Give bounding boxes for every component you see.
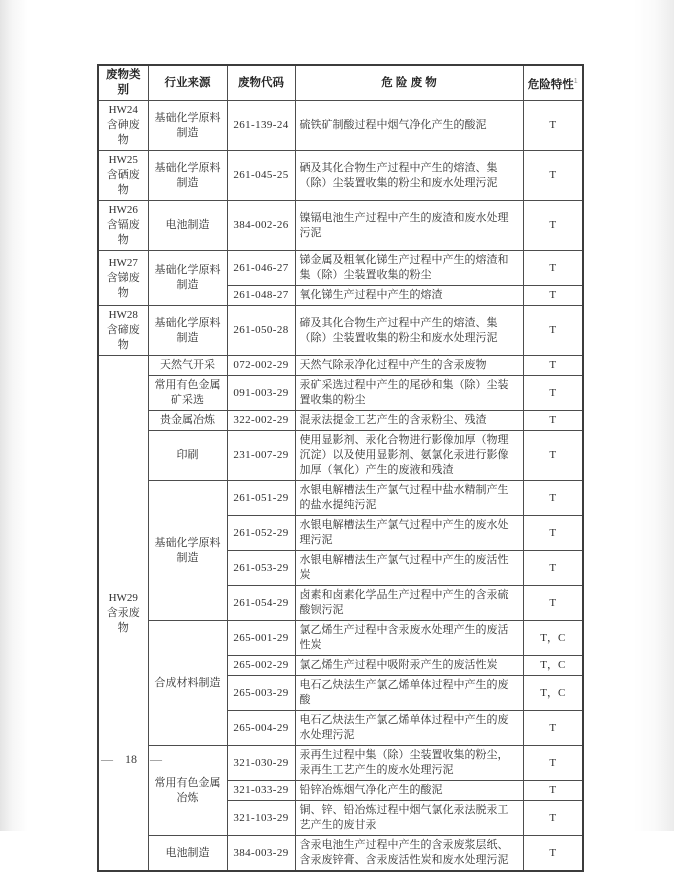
table-row	[98, 356, 583, 376]
waste-code-cell: 091-003-29	[227, 376, 295, 411]
hazardous-waste-cell: 电石乙炔法生产氯乙烯单体过程中产生的废水处理污泥	[295, 711, 523, 746]
header-waste-code: 废物代码	[227, 65, 295, 101]
hazard-trait-cell: T	[523, 376, 583, 411]
waste-category-name: 含汞废物	[106, 606, 140, 634]
hazard-trait-cell: T	[523, 551, 583, 586]
table-row	[98, 201, 583, 251]
table-row	[98, 836, 583, 872]
hazard-trait-cell: T	[523, 101, 583, 151]
waste-code-cell: 321-033-29	[227, 781, 295, 801]
table-row	[98, 481, 583, 516]
hazardous-waste-cell: 水银电解槽法生产氯气过程中产生的废水处理污泥	[295, 516, 523, 551]
waste-code-cell: 261-048-27	[227, 286, 295, 306]
industry-source-cell: 基础化学原料制造	[148, 481, 227, 621]
waste-category-id: HW27	[108, 256, 138, 269]
hazardous-waste-cell: 卤素和卤素化学品生产过程中产生的含汞硫酸钡污泥	[295, 586, 523, 621]
waste-category-cell	[98, 251, 148, 306]
hazard-trait-cell: T	[523, 781, 583, 801]
page-footer	[101, 752, 161, 767]
header-hazard-trait	[523, 65, 583, 101]
waste-code-cell: 384-002-26	[227, 201, 295, 251]
hazardous-waste-cell: 硒及其化合物生产过程中产生的熔渣、集（除）尘装置收集的粉尘和废水处理污泥	[295, 151, 523, 201]
table-row	[98, 411, 583, 431]
waste-code-cell: 261-045-25	[227, 151, 295, 201]
hazardous-waste-cell: 汞再生过程中集（除）尘装置收集的粉尘，汞再生工艺产生的废水处理污泥	[295, 746, 523, 781]
hazardous-waste-cell: 锑金属及粗氧化锑生产过程中产生的熔渣和集（除）尘装置收集的粉尘	[295, 251, 523, 286]
footer-left-dash: —	[101, 752, 112, 766]
hazard-trait-cell: T，C	[523, 621, 583, 656]
table-row	[98, 746, 583, 781]
header-hazard-trait-note: 1	[573, 77, 578, 85]
page-left-edge-shadow	[0, 0, 28, 831]
hazard-trait-cell: T	[523, 356, 583, 376]
waste-code-cell: 265-001-29	[227, 621, 295, 656]
waste-category-id: HW25	[108, 154, 138, 166]
waste-code-cell: 261-054-29	[227, 586, 295, 621]
hazardous-waste-cell: 混汞法提金工艺产生的含汞粉尘、残渣	[295, 411, 523, 431]
industry-source-cell: 常用有色金属冶炼	[148, 746, 227, 836]
table-row	[98, 251, 583, 286]
industry-source-cell: 基础化学原料制造	[148, 101, 227, 151]
waste-code-cell: 265-002-29	[227, 656, 295, 676]
waste-code-cell: 261-050-28	[227, 306, 295, 356]
waste-category-name: 含砷废物	[106, 119, 140, 146]
hazard-trait-cell: T	[523, 306, 583, 356]
hazard-trait-cell: T	[523, 411, 583, 431]
hazard-trait-cell: T	[523, 481, 583, 516]
waste-code-cell: 265-003-29	[227, 676, 295, 711]
hazardous-waste-cell: 天然气除汞净化过程中产生的含汞废物	[295, 356, 523, 376]
industry-source-cell: 常用有色金属矿采选	[148, 376, 227, 411]
hazard-trait-cell: T	[523, 746, 583, 781]
hazardous-waste-cell: 镍镉电池生产过程中产生的废渣和废水处理污泥	[295, 201, 523, 251]
hazard-trait-cell: T	[523, 201, 583, 251]
hazardous-waste-table	[97, 64, 584, 872]
hazard-trait-cell: T	[523, 431, 583, 481]
hazardous-waste-cell: 水银电解槽法生产氯气过程中盐水精制产生的盐水提纯污泥	[295, 481, 523, 516]
waste-category-cell	[98, 151, 148, 201]
hazardous-waste-cell: 电石乙炔法生产氯乙烯单体过程中产生的废酸	[295, 676, 523, 711]
waste-code-cell: 265-004-29	[227, 711, 295, 746]
hazard-trait-cell: T	[523, 286, 583, 306]
hazard-trait-cell: T	[523, 516, 583, 551]
waste-category-cell	[98, 201, 148, 251]
hazardous-waste-cell: 氯乙烯生产过程中含汞废水处理产生的废活性炭	[295, 621, 523, 656]
industry-source-cell: 基础化学原料制造	[148, 151, 227, 201]
industry-source-cell: 天然气开采	[148, 356, 227, 376]
waste-code-cell: 072-002-29	[227, 356, 295, 376]
waste-code-cell: 261-053-29	[227, 551, 295, 586]
hazardous-waste-cell: 碲及其化合物生产过程中产生的熔渣、集（除）尘装置收集的粉尘和废水处理污泥	[295, 306, 523, 356]
waste-code-cell: 384-003-29	[227, 836, 295, 872]
hazardous-waste-cell: 汞矿采选过程中产生的尾砂和集（除）尘装置收集的粉尘	[295, 376, 523, 411]
waste-category-name: 含锑废物	[106, 271, 140, 299]
hazardous-waste-cell: 铅锌冶炼烟气净化产生的酸泥	[295, 781, 523, 801]
waste-category-id: HW28	[108, 309, 138, 321]
table-row	[98, 306, 583, 356]
waste-category-id: HW26	[108, 204, 138, 216]
waste-code-cell: 261-052-29	[227, 516, 295, 551]
table-row	[98, 151, 583, 201]
header-hazard-trait-label: 危险特性	[527, 78, 574, 91]
hazard-trait-cell: T	[523, 801, 583, 836]
hazardous-waste-cell: 水银电解槽法生产氯气过程中产生的废活性炭	[295, 551, 523, 586]
waste-category-cell	[98, 306, 148, 356]
table-row	[98, 101, 583, 151]
hazardous-waste-cell: 含汞电池生产过程中产生的含汞废浆层纸、含汞废锌膏、含汞废活性炭和废水处理污泥	[295, 836, 523, 872]
waste-code-cell: 231-007-29	[227, 431, 295, 481]
waste-code-cell: 322-002-29	[227, 411, 295, 431]
industry-source-cell: 基础化学原料制造	[148, 306, 227, 356]
hazardous-waste-cell: 铜、锌、铅冶炼过程中烟气氯化汞法脱汞工艺产生的废甘汞	[295, 801, 523, 836]
waste-code-cell: 321-103-29	[227, 801, 295, 836]
hazard-trait-cell: T	[523, 836, 583, 872]
industry-source-cell: 电池制造	[148, 201, 227, 251]
table-header-row	[98, 65, 583, 101]
waste-category-name: 含碲废物	[106, 324, 140, 351]
table-row	[98, 376, 583, 411]
waste-code-cell: 261-046-27	[227, 251, 295, 286]
waste-code-cell: 261-139-24	[227, 101, 295, 151]
waste-category-name: 含镉废物	[106, 219, 140, 246]
industry-source-cell: 基础化学原料制造	[148, 251, 227, 306]
header-waste-category: 废物类别	[98, 65, 148, 101]
waste-code-cell: 261-051-29	[227, 481, 295, 516]
hazardous-waste-cell: 氯乙烯生产过程中吸附汞产生的废活性炭	[295, 656, 523, 676]
hazardous-waste-cell: 使用显影剂、汞化合物进行影像加厚（物理沉淀）以及使用显影剂、氨氯化汞进行影像加厚（氧化）产生的废液和残渣	[295, 431, 523, 481]
hazard-trait-cell: T	[523, 251, 583, 286]
waste-category-cell	[98, 356, 148, 872]
header-industry-source: 行业来源	[148, 65, 227, 101]
table-row	[98, 621, 583, 656]
page-right-edge-shadow	[634, 0, 674, 831]
waste-code-cell: 321-030-29	[227, 746, 295, 781]
hazard-trait-cell: T	[523, 711, 583, 746]
hazard-trait-cell: T	[523, 151, 583, 201]
waste-category-id: HW24	[108, 104, 138, 116]
header-hazardous-waste: 危 险 废 物	[295, 65, 523, 101]
industry-source-cell: 合成材料制造	[148, 621, 227, 746]
hazard-trait-cell: T，C	[523, 656, 583, 676]
industry-source-cell: 贵金属冶炼	[148, 411, 227, 431]
hazardous-waste-cell: 硫铁矿制酸过程中烟气净化产生的酸泥	[295, 101, 523, 151]
waste-category-id: HW29	[108, 591, 138, 604]
hazardous-waste-cell: 氧化锑生产过程中产生的熔渣	[295, 286, 523, 306]
waste-category-cell	[98, 101, 148, 151]
industry-source-cell: 印刷	[148, 431, 227, 481]
hazard-trait-cell: T，C	[523, 676, 583, 711]
waste-category-name: 含硒废物	[106, 169, 140, 196]
page-number: 18	[125, 752, 137, 766]
industry-source-cell: 电池制造	[148, 836, 227, 872]
table-body	[98, 101, 583, 872]
hazard-trait-cell: T	[523, 586, 583, 621]
table-row	[98, 431, 583, 481]
footer-right-dash: —	[150, 752, 161, 766]
